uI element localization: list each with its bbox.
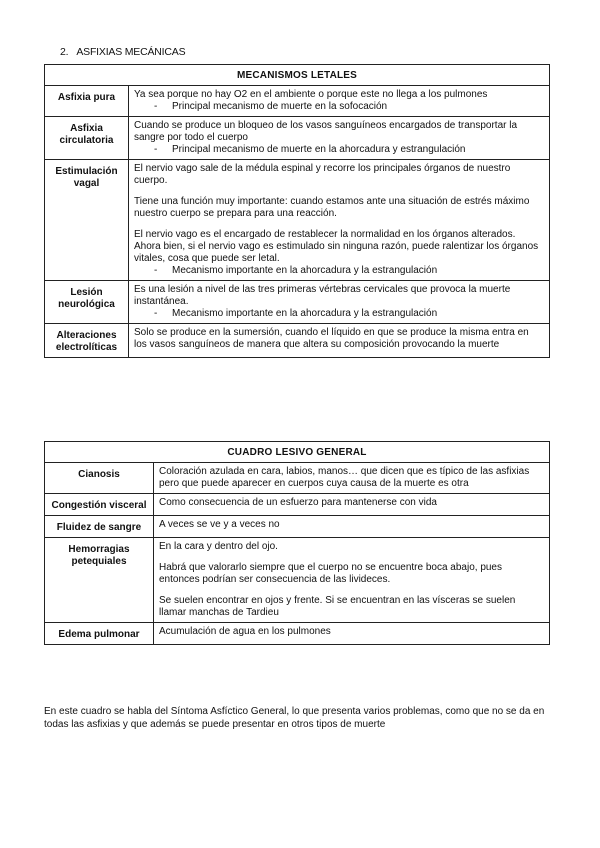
bullet-dash: - bbox=[154, 101, 158, 112]
table-header-row bbox=[45, 65, 550, 86]
bullet-text: Mecanismo importante en la ahorcadura y la estrangulación bbox=[172, 308, 438, 319]
table-row bbox=[45, 538, 550, 623]
table-header: CUADRO LESIVO GENERAL bbox=[45, 442, 550, 463]
table-row bbox=[45, 463, 550, 494]
row-content bbox=[129, 324, 550, 358]
footer-paragraph: En este cuadro se habla del Síntoma Asfíctico General, lo que presenta varios problemas, como que no se da en todas las asfixias y que además se puede presentar en otros tipos de muerte bbox=[44, 706, 545, 730]
row-label: Asfixia pura bbox=[45, 86, 129, 117]
row-text: Cuando se produce un bloqueo de los vasos sanguíneos encargados de transportar la sangre por todo el cuerpo bbox=[134, 120, 518, 143]
row-text: Es una lesión a nivel de las tres primeras vértebras cervicales que provoca la muerte instantánea. bbox=[134, 284, 511, 307]
row-text: Habrá que valorarlo siempre que el cuerpo no se encuentre boca abajo, pues entonces podrían ser consecuencia de las livideces. bbox=[159, 562, 502, 585]
bullet-text: Mecanismo importante en la ahorcadura y la estrangulación bbox=[172, 265, 438, 276]
bullet-text: Principal mecanismo de muerte en la ahorcadura y estrangulación bbox=[172, 144, 466, 155]
row-text: Acumulación de agua en los pulmones bbox=[159, 626, 331, 637]
row-text: Coloración azulada en cara, labios, manos… que dicen que es típico de las asfixias pero que puede aparecer en cuerpos cuya causa de la muerte es otra bbox=[159, 466, 530, 489]
row-content bbox=[129, 117, 550, 160]
row-content bbox=[129, 281, 550, 324]
row-label: Hemorragias petequiales bbox=[45, 538, 154, 623]
row-text: El nervio vago sale de la médula espinal y recorre los principales órganos de nuestro cuerpo. bbox=[134, 163, 511, 186]
row-text: Solo se produce en la sumersión, cuando el líquido en que se produce la misma entra en los vasos sanguíneos de manera que altera su composición provocando la muerte bbox=[134, 327, 529, 350]
row-content bbox=[129, 160, 550, 281]
row-text: Tiene una función muy importante: cuando estamos ante una situación de estrés máximo nuestro cuerpo se prepara para una reacción. bbox=[134, 196, 530, 219]
section-title: ASFIXIAS MECÁNICAS bbox=[76, 46, 186, 58]
row-content bbox=[154, 494, 550, 516]
row-label: Lesión neurológica bbox=[45, 281, 129, 324]
table-row bbox=[45, 281, 550, 324]
bullet-dash: - bbox=[154, 265, 158, 276]
table-row bbox=[45, 117, 550, 160]
row-text: Se suelen encontrar en ojos y frente. Si se encuentran en las vísceras se suelen llamar manchas de Tardieu bbox=[159, 595, 516, 618]
table-header-row bbox=[45, 442, 550, 463]
row-label: Estimulación vagal bbox=[45, 160, 129, 281]
table-row bbox=[45, 86, 550, 117]
bullet-dash: - bbox=[154, 308, 158, 319]
bullet-dash: - bbox=[154, 144, 158, 155]
table-row bbox=[45, 324, 550, 358]
row-label: Congestión visceral bbox=[45, 494, 154, 516]
row-text: Ya sea porque no hay O2 en el ambiente o porque este no llega a los pulmones bbox=[134, 89, 488, 100]
table-header: MECANISMOS LETALES bbox=[45, 65, 550, 86]
row-label: Fluidez de sangre bbox=[45, 516, 154, 538]
bullet-item bbox=[134, 101, 544, 113]
row-text: En la cara y dentro del ojo. bbox=[159, 541, 278, 552]
row-text: Como consecuencia de un esfuerzo para mantenerse con vida bbox=[159, 497, 437, 508]
row-content bbox=[154, 538, 550, 623]
row-content bbox=[129, 86, 550, 117]
table-row bbox=[45, 623, 550, 645]
bullet-text: Principal mecanismo de muerte en la sofocación bbox=[172, 101, 388, 112]
row-label: Asfixia circulatoria bbox=[45, 117, 129, 160]
row-content bbox=[154, 516, 550, 538]
row-label: Edema pulmonar bbox=[45, 623, 154, 645]
row-content bbox=[154, 623, 550, 645]
lethal-mechanisms-table bbox=[44, 64, 550, 358]
bullet-item bbox=[134, 308, 544, 320]
row-text: El nervio vago es el encargado de restablecer la normalidad en los órganos alterados. Ahora bien, si el nervio vago es estimulado sin ninguna razón, puede ralentizar los órganos vitales, cosa que puede ser letal. bbox=[134, 229, 539, 264]
section-number: 2. bbox=[60, 46, 69, 58]
table-row bbox=[45, 516, 550, 538]
table-row bbox=[45, 494, 550, 516]
row-text: A veces se ve y a veces no bbox=[159, 519, 280, 530]
bullet-item bbox=[134, 144, 544, 156]
table-row bbox=[45, 160, 550, 281]
bullet-item bbox=[134, 265, 544, 277]
row-label: Cianosis bbox=[45, 463, 154, 494]
row-content bbox=[154, 463, 550, 494]
section-heading bbox=[60, 46, 185, 58]
row-label: Alteraciones electrolíticas bbox=[45, 324, 129, 358]
general-lesion-table bbox=[44, 441, 550, 645]
